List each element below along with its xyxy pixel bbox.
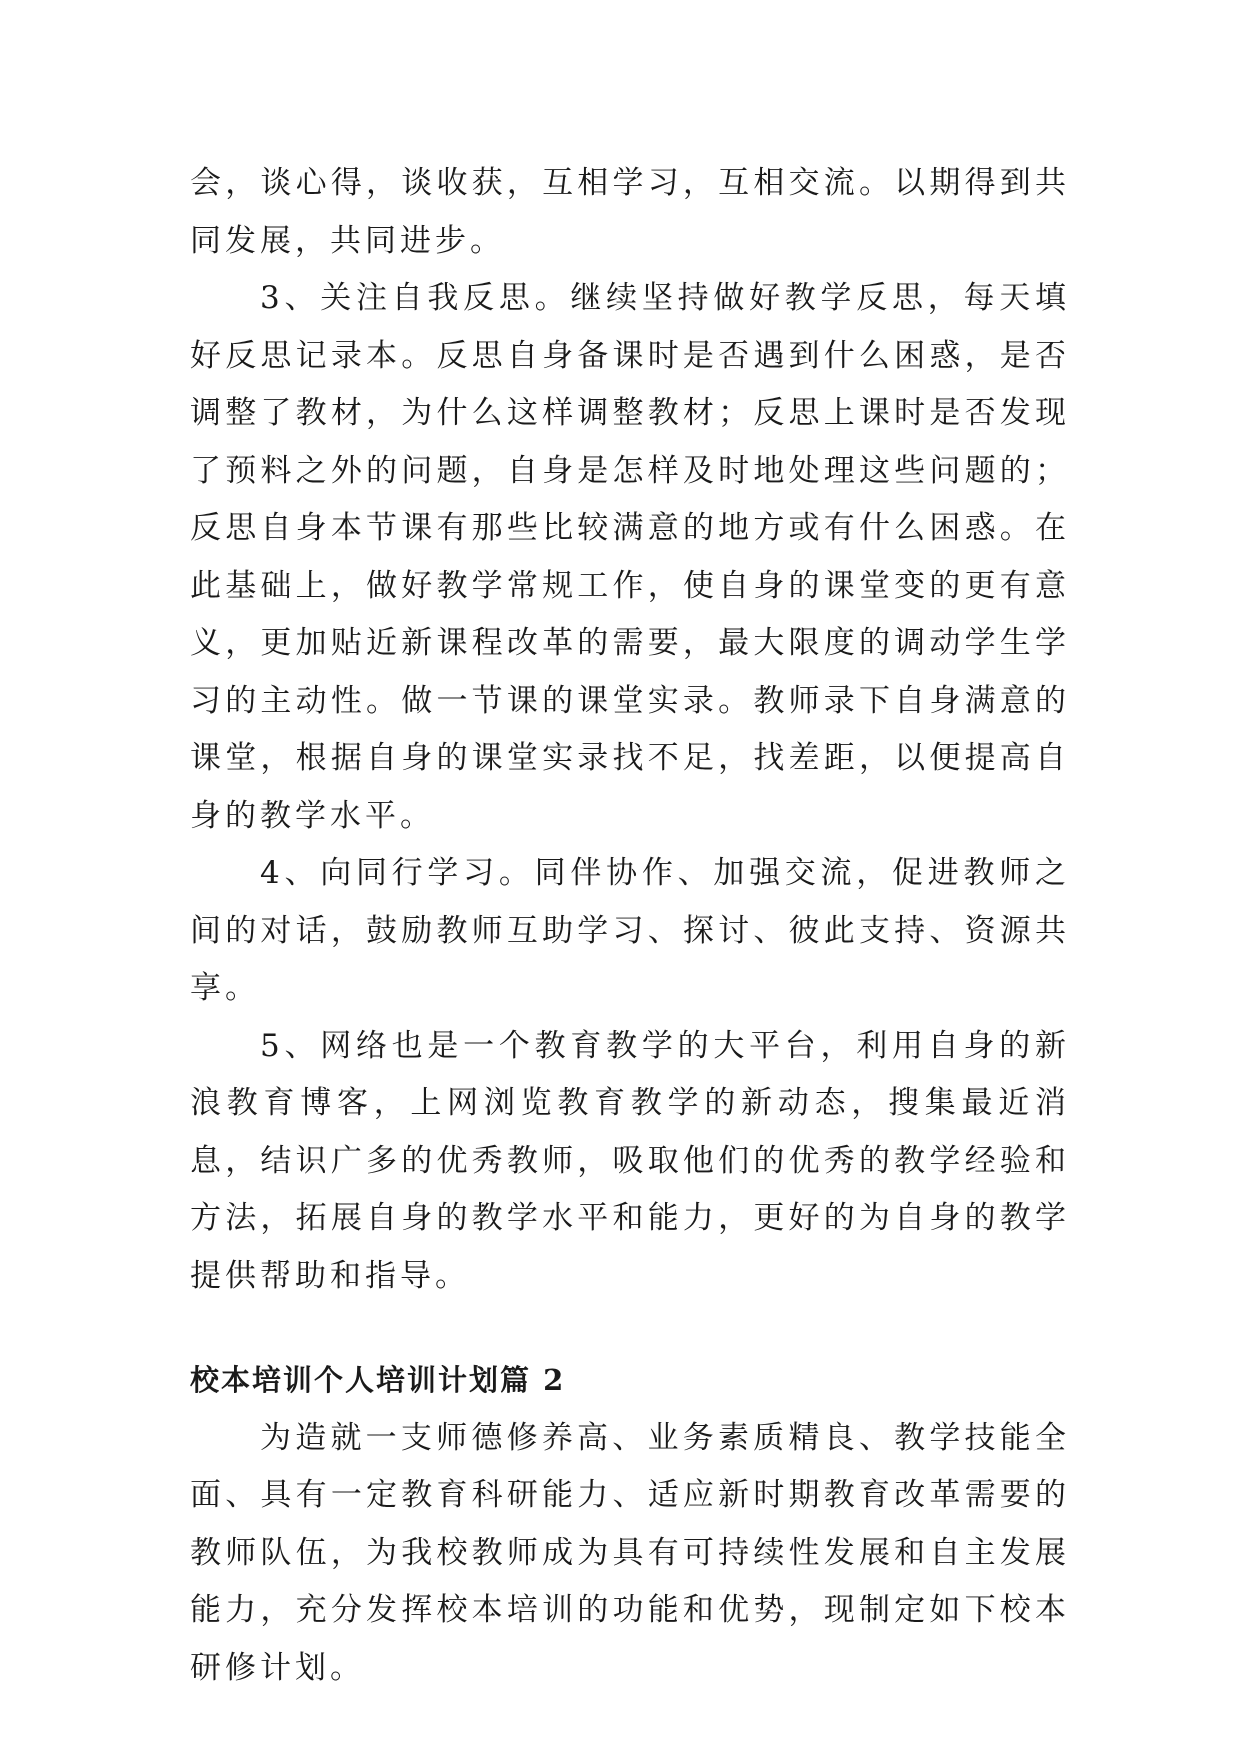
body-paragraph: 4、向同行学习。同伴协作、加强交流，促进教师之间的对话，鼓励教师互助学习、探讨、彼此支持、资源共享。 (190, 855, 1070, 1006)
section-title: 校本培训个人培训计划篇 2 (190, 1363, 566, 1397)
body-paragraph: 会，谈心得，谈收获，互相学习，互相交流。以期得到共同发展，共同进步。 (190, 165, 1070, 259)
body-paragraph: 5、网络也是一个教育教学的大平台，利用自身的新浪教育博客，上网浏览教育教学的新动态，搜集最近消息，结识广多的优秀教师，吸取他们的优秀的教学经验和方法，拓展自身的教学水平和能力，更好的为自身的教学提供帮助和指导。 (190, 1027, 1070, 1294)
body-paragraph: 3、关注自我反思。继续坚持做好教学反思，每天填好反思记录本。反思自身备课时是否遇到什么困惑，是否调整了教材，为什么这样调整教材；反思上课时是否发现了预料之外的问题，自身是怎样及时地处理这些问题的；反思自身本节课有那些比较满意的地方或有什么困惑。在此基础上，做好教学常规工作，使自身的课堂变的更有意义，更加贴近新课程改革的需要，最大限度的调动学生学习的主动性。做一节课的课堂实录。教师录下自身满意的课堂，根据自身的课堂实录找不足，找差距，以便提高自身的教学水平。 (190, 280, 1070, 834)
body-paragraph: 为造就一支师德修养高、业务素质精良、教学技能全面、具有一定教育科研能力、适应新时期教育改革需要的教师队伍，为我校教师成为具有可持续性发展和自主发展能力，充分发挥校本培训的功能和优势，现制定如下校本研修计划。 (190, 1419, 1070, 1686)
document-body (190, 155, 1070, 1697)
